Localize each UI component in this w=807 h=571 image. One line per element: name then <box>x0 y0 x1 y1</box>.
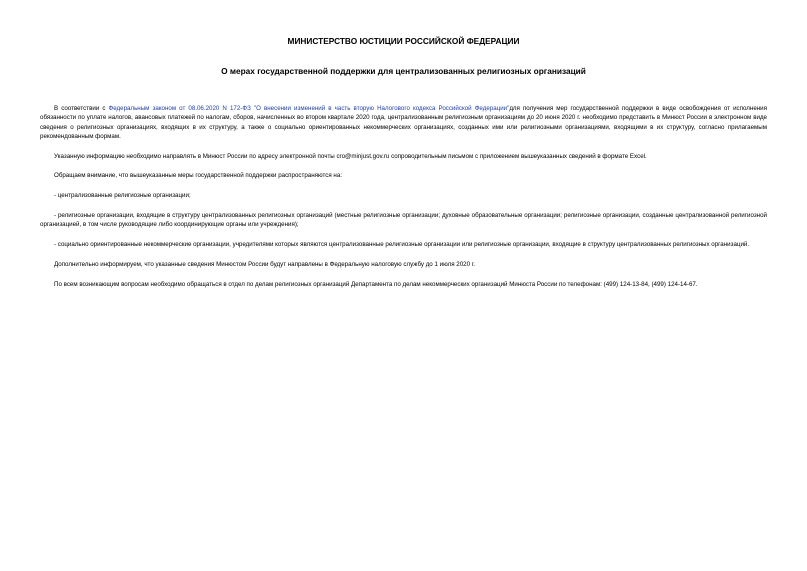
document-body <box>40 104 767 300</box>
paragraph-text: В соответствии с <box>54 105 109 112</box>
federal-law-link[interactable]: Федеральным законом от 08.06.2020 N 172-ФЗ "О внесении изменений в часть вторую Налогового кодекса Российской Федерации" <box>108 105 510 112</box>
list-item-nonprofit-orgs: - социально ориентированные некоммерческие организации, учредителями которых являются централизованные религиозные организации или религиозные организации, входящие в структуру централизованных религиозных организаций. <box>54 241 750 249</box>
paragraph-contacts: По всем возникающим вопросам необходимо обращаться в отдел по делам религиозных организаций Департамента по делам некоммерческих организаций Минюста России по телефонам: (499) 124-13-84, (499) 124-14-67. <box>54 280 698 288</box>
paragraph-email-instructions: Указанную информацию необходимо направлять в Минюст России по адресу электронной почты cro@minjust.gov.ru сопроводительным письмом с приложением вышеуказанных сведений в формате Excel. <box>54 152 647 160</box>
paragraph-tax-service: Дополнительно информируем, что указанные сведения Минюстом России будут направлены в Федеральную налоговую службу до 1 июля 2020 г. <box>54 260 475 268</box>
paragraph-law-reference <box>40 104 767 141</box>
document-title: О мерах государственной поддержки для централизованных религиозных организаций <box>221 66 586 76</box>
paragraph-text: для получения мер государственной поддержки в виде освобождения от исполнения обязанности по уплате налогов, авансовых платежей по налогам, сборов, начисленных во втором квартале 2020 года, централизованным религиозным организациям до 20 июня 2020 г. необходимо представить в Минюст России в электронном виде сведения о религиозных организациях, входящих в их структуру, а также о социально ориентированных некоммерческих организациях, созданных ими или религиозными организациями, входящими в их структуру, согласно прилагаемым рекомендованным формам. <box>40 105 767 140</box>
ministry-heading: МИНИСТЕРСТВО ЮСТИЦИИ РОССИЙСКОЙ ФЕДЕРАЦИИ <box>287 36 520 46</box>
list-item-structural-orgs: - религиозные организации, входящие в структуру централизованных религиозных организаций (местные религиозные организации; духовные образовательные организации; религиозные организации, созданные централизованной религиозной организацией, в том числе руководящие либо координирующие органы или учреждения); <box>40 212 767 229</box>
paragraph-attention: Обращаем внимание, что вышеуказанные меры государственной поддержки распространяются на: <box>54 172 342 180</box>
list-item-centralized-orgs: - централизованные религиозные организации; <box>54 192 191 200</box>
